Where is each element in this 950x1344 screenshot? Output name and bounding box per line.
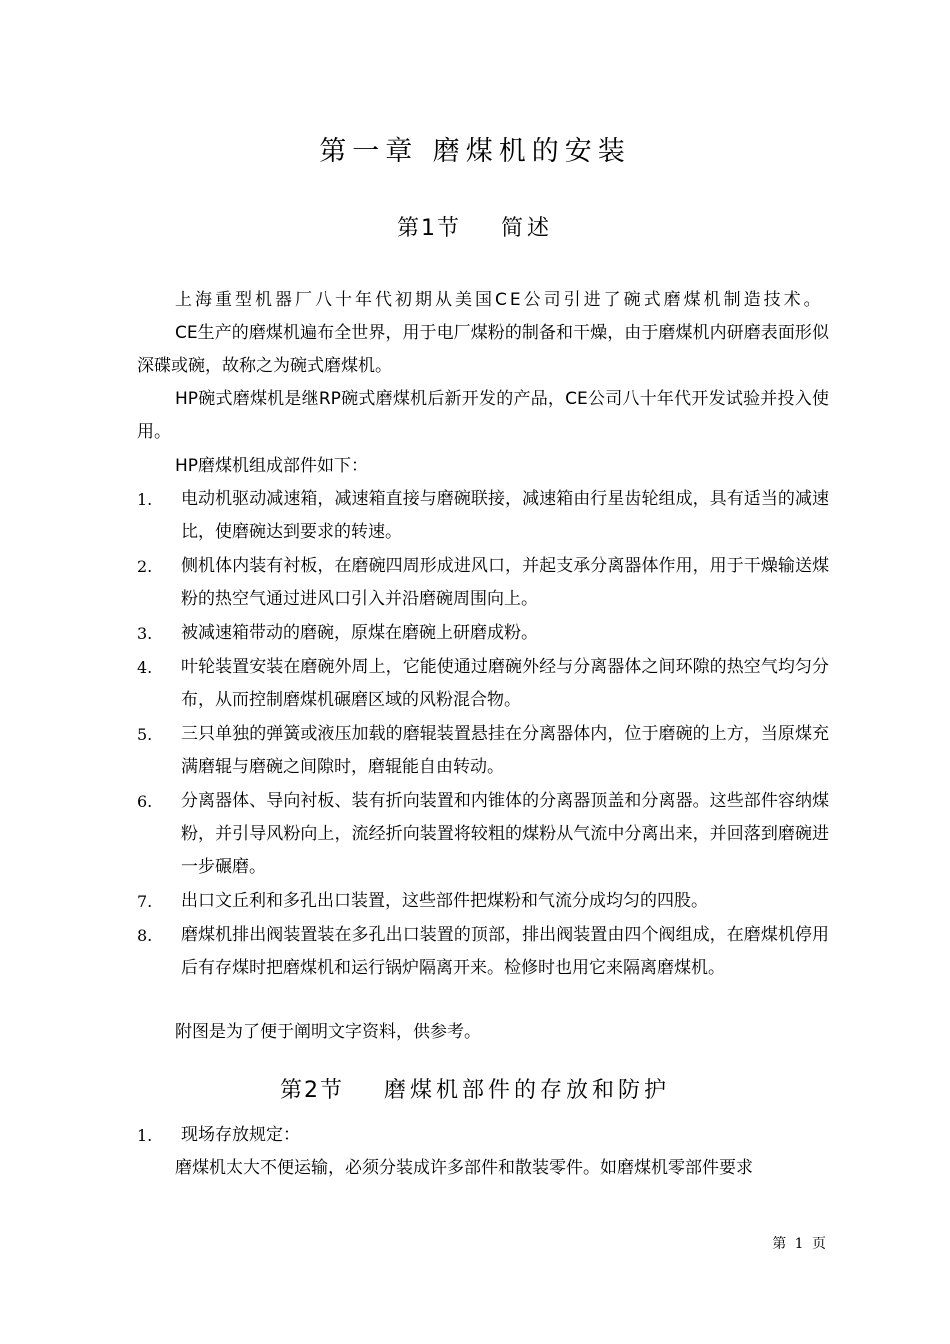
component-list: [137, 483, 829, 986]
section-2-number: 第2节: [279, 1078, 344, 1103]
list-item-text: 现场存放规定：: [181, 1125, 300, 1145]
intro-paragraph-4: HP磨煤机组成部件如下：: [175, 456, 369, 476]
list-item-number: 3.: [137, 624, 153, 643]
list-item: [137, 718, 829, 784]
intro-paragraph-2: CE生产的磨煤机遍布全世界，用于电厂煤粉的制备和干燥，由于磨煤机内研磨表面形似深碟或碗，故称之为碗式磨煤机。: [137, 323, 829, 376]
list-item-text: 侧机体内装有衬板，在磨碗四周形成进风口，并起支承分离器体作用，用于干燥输送煤粉的热空气通过进风口引入并沿磨碗周围向上。: [181, 556, 829, 609]
list-item-number: 2.: [137, 557, 153, 576]
list-item-text: 电动机驱动减速箱，减速箱直接与磨碗联接，减速箱由行星齿轮组成，具有适当的减速比，使磨碗达到要求的转速。: [181, 489, 829, 542]
section-2-title: 磨煤机部件的存放和防护: [383, 1078, 670, 1103]
list-item: [137, 785, 829, 884]
chapter-title: 第一章 磨煤机的安装: [319, 136, 631, 167]
list-item: [137, 919, 829, 985]
storage-list: [137, 1119, 829, 1152]
section-1-title: 简述: [500, 216, 553, 241]
section-2-heading: [0, 1075, 950, 1107]
list-item: [137, 651, 829, 717]
list-item: [137, 550, 829, 616]
storage-paragraph: 磨煤机太大不便运输，必须分装成许多部件和散装零件。如磨煤机零部件要求: [175, 1158, 753, 1178]
list-item-number: 1.: [137, 1126, 153, 1145]
list-item-number: 6.: [137, 792, 153, 811]
list-item-text: 出口文丘利和多孔出口装置，这些部件把煤粉和气流分成均匀的四股。: [181, 891, 708, 911]
list-item-text: 磨煤机排出阀装置装在多孔出口装置的顶部，排出阀装置由四个阀组成，在磨煤机停用后有存煤时把磨煤机和运行锅炉隔离开来。检修时也用它来隔离磨煤机。: [181, 925, 829, 978]
list-item-number: 8.: [137, 926, 153, 945]
list-item-number: 4.: [137, 658, 153, 677]
list-item: [137, 483, 829, 549]
list-item: [137, 885, 829, 918]
list-item-number: 5.: [137, 725, 153, 744]
list-item-number: 1.: [137, 490, 153, 509]
list-item: [137, 617, 829, 650]
list-item-text: 三只单独的弹簧或液压加载的磨辊装置悬挂在分离器体内，位于磨碗的上方，当原煤充满磨辊与磨碗之间隙时，磨辊能自由转动。: [181, 724, 829, 777]
list-item-text: 分离器体、导向衬板、装有折向装置和内锥体的分离器顶盖和分离器。这些部件容纳煤粉，并引导风粉向上，流经折向装置将较粗的煤粉从气流中分离出来，并回落到磨碗进一步碾磨。: [181, 791, 829, 877]
page-number: 第 1 页: [772, 1236, 828, 1252]
section-1-heading: [0, 213, 950, 245]
section-1-number: 第1节: [396, 216, 461, 241]
list-item: [137, 1119, 829, 1152]
list-item-text: 叶轮装置安装在磨碗外周上，它能使通过磨碗外经与分离器体之间环隙的热空气均匀分布，从而控制磨煤机碾磨区域的风粉混合物。: [181, 657, 829, 710]
figure-note: 附图是为了便于阐明文字资料，供参考。: [175, 1022, 481, 1042]
intro-paragraph-1: 上海重型机器厂八十年代初期从美国CE公司引进了碗式磨煤机制造技术。: [175, 290, 824, 310]
list-item-number: 7.: [137, 892, 153, 911]
intro-paragraph-3: HP碗式磨煤机是继RP碗式磨煤机后新开发的产品，CE公司八十年代开发试验并投入使用。: [137, 389, 829, 442]
list-item-text: 被减速箱带动的磨碗，原煤在磨碗上研磨成粉。: [181, 623, 538, 643]
